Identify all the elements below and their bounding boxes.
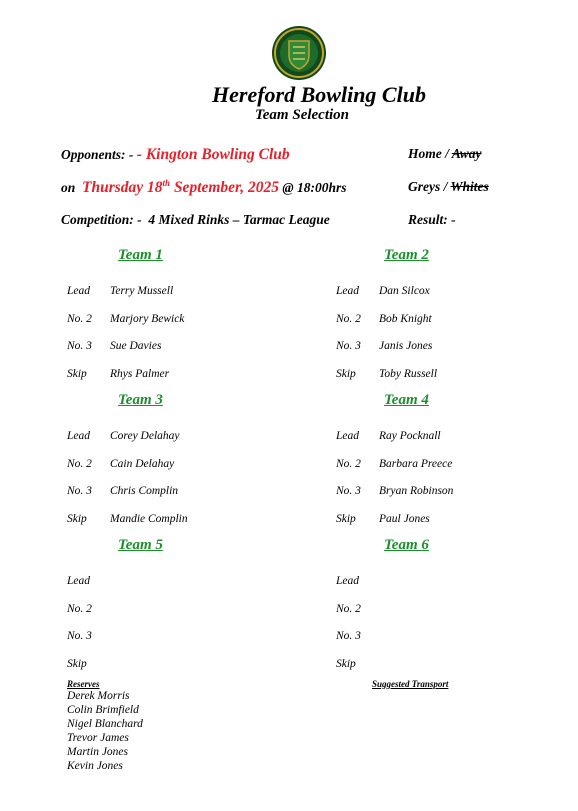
reserves-heading: Reserves [67, 679, 100, 689]
position-label: Lead [336, 430, 359, 442]
colours-whites: Whites [450, 179, 489, 194]
position-label: Skip [336, 513, 356, 525]
position-label: No. 2 [336, 458, 361, 470]
team-heading-2: Team 2 [384, 247, 429, 263]
reserve-player: Nigel Blanchard [67, 718, 143, 730]
player-name: Paul Jones [379, 513, 430, 525]
result: Result: - [408, 212, 456, 227]
venue [408, 146, 482, 162]
page-title: Hereford Bowling Club [212, 82, 426, 107]
competition-value: 4 Mixed Rinks – Tarmac League [148, 212, 330, 227]
position-label: No. 3 [67, 630, 92, 642]
position-label: Skip [67, 368, 87, 380]
player-name: Chris Complin [110, 485, 179, 497]
position-label: Lead [67, 575, 90, 587]
position-label: No. 3 [67, 340, 92, 352]
player-name: Terry Mussell [110, 285, 174, 297]
player-name: Dan Silcox [379, 285, 430, 297]
position-label: Skip [67, 513, 87, 525]
position-label: Skip [67, 658, 87, 670]
opponents-label: Opponents: - [61, 147, 134, 162]
team-heading-6: Team 6 [384, 537, 429, 553]
position-label: No. 2 [336, 313, 361, 325]
page-subtitle: Team Selection [254, 107, 350, 123]
position-label: No. 3 [336, 485, 361, 497]
player-name: Barbara Preece [379, 458, 453, 470]
date-day: Thursday 18 [82, 179, 163, 197]
venue-home: Home / [408, 146, 449, 161]
player-name: Rhys Palmer [110, 368, 170, 380]
opponents-dash: - [136, 146, 142, 163]
position-label: No. 3 [336, 630, 361, 642]
opponents-name [137, 146, 290, 163]
colours-greys: Greys / [408, 179, 448, 194]
reserve-player: Trevor James [67, 732, 129, 744]
position-label: Skip [336, 658, 356, 670]
colours [408, 179, 489, 195]
player-name: Bryan Robinson [379, 485, 454, 497]
date-time: @ 18:00hrs [282, 180, 347, 196]
position-label: No. 2 [67, 313, 92, 325]
date-on: on [61, 180, 76, 196]
player-name: Ray Pocknall [379, 430, 441, 442]
team-heading-3: Team 3 [118, 392, 163, 408]
reserve-player: Derek Morris [67, 690, 130, 702]
position-label: No. 2 [336, 603, 361, 615]
player-name: Cain Delahay [110, 458, 175, 470]
position-label: Skip [336, 368, 356, 380]
position-label: Lead [336, 575, 359, 587]
position-label: No. 3 [336, 340, 361, 352]
competition-label: Competition: - [61, 212, 142, 227]
reserve-player: Kevin Jones [67, 760, 123, 772]
position-label: Lead [336, 285, 359, 297]
player-name: Sue Davies [110, 340, 162, 352]
position-label: Lead [67, 430, 90, 442]
date-rest: September, 2025 [170, 179, 279, 197]
team-heading-1: Team 1 [118, 247, 163, 263]
player-name: Toby Russell [379, 368, 438, 380]
player-name: Bob Knight [379, 313, 432, 325]
opponents-row [61, 146, 290, 164]
opponents-club: Kington Bowling Club [145, 146, 290, 163]
position-label: No. 2 [67, 603, 92, 615]
team-heading-5: Team 5 [118, 537, 163, 553]
position-label: Lead [67, 285, 90, 297]
transport-heading: Suggested Transport [372, 679, 449, 689]
date-row [61, 178, 347, 197]
team-heading-4: Team 4 [384, 392, 429, 408]
player-name: Marjory Bewick [110, 313, 185, 325]
competition-row [61, 212, 330, 228]
player-name: Mandie Complin [110, 513, 188, 525]
player-name: Corey Delahay [110, 430, 180, 442]
reserve-player: Colin Brimfield [67, 704, 139, 716]
venue-away: Away [451, 146, 482, 161]
player-name: Janis Jones [379, 340, 433, 352]
position-label: No. 2 [67, 458, 92, 470]
position-label: No. 3 [67, 485, 92, 497]
date-value [82, 179, 279, 196]
date-suffix: th [162, 178, 171, 188]
reserve-player: Martin Jones [67, 746, 129, 758]
club-crest-logo [271, 25, 327, 81]
